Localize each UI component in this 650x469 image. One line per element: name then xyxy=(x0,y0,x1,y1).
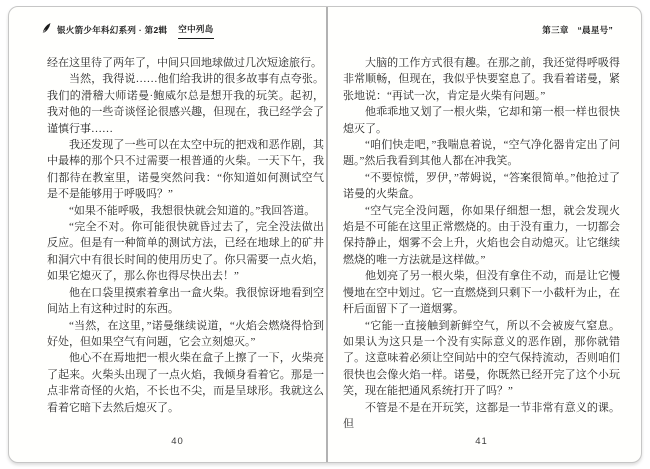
left-page-header xyxy=(41,23,214,38)
right-page-text xyxy=(343,55,620,432)
chapter-title: 第三章 “晨星号” xyxy=(542,25,613,35)
paragraph: 他划亮了另一根火柴，但没有拿住不动，而是让它慢慢地在空中划过。它一直燃烧到只剩下一小截杆为止，在杆后面留下了一道烟雾。 xyxy=(343,270,620,316)
right-page-header xyxy=(542,23,613,38)
paragraph: 我还发现了一些可以在太空中玩的把戏和恶作剧，其中最棒的那个只不过需要一根普通的火柴。一天下午，我们都待在教室里，诺曼突然问我：“你知道如何测试空气是不是能够用于呼吸吗？” xyxy=(47,139,324,201)
paragraph: “当然，在这里，”诺曼继续说道，“火焰会燃烧得恰到好处，但如果空气有问题，它会立刻熄灭。” xyxy=(47,319,324,348)
left-page-number: 40 xyxy=(171,436,184,447)
paragraph: 当然，我得说……他们给我讲的很多故事有点夸张。我们的滑稽大师诺曼·鲍威尔总是想开我的玩笑。起初，我对他的一些奇谈怪论很感兴趣，但现在，我已经学会了谨慎行事…… xyxy=(47,73,324,135)
book-spread xyxy=(8,6,642,463)
paragraph: “它能一直接触到新鲜空气，所以不会被废气窒息。如果认为这只是一个没有实际意义的恶作剧，那你就错了。这意味着必须让空间站中的空气保持流动，否则咱们很快也会像火焰一样。诺曼，你既然已经开完了这个小玩笑，现在能把通风系统打开了吗？” xyxy=(343,319,620,398)
paragraph: 他在口袋里摸索着拿出一盒火柴。我很惊讶地看到空间站上有这种过时的东西。 xyxy=(47,286,324,316)
paragraph: 经在这里待了两年了，中间只回地球做过几次短途旅行。 xyxy=(47,57,322,69)
book-title: 空中列岛 xyxy=(178,22,213,39)
series-title: 银火箭少年科幻系列 · 第2辑 xyxy=(57,25,168,35)
paragraph: “不要惊慌，罗伊，”蒂姆说，“答案很简单。”他抢过了诺曼的火柴盒。 xyxy=(343,171,620,201)
rocket-logo-icon xyxy=(40,21,54,40)
left-page-text xyxy=(47,55,324,416)
paragraph: “完全不对。你可能很快就昏过去了，完全没法做出反应。但是有一种简单的测试方法，已经在地球上的矿井和洞穴中有很长时间的使用历史了。你只需要一点火焰，如果它熄灭了，那么你也得尽快出去！” xyxy=(47,221,324,283)
page-gutter-divider xyxy=(326,7,328,462)
paragraph: “咱们快走吧，”我喘息着说，“空气净化器肯定出了问题。”然后我看到其他人都在冲我笑。 xyxy=(343,139,620,168)
paragraph: “如果不能呼吸，我想很快就会知道的。”我回答道。 xyxy=(69,204,316,217)
paragraph: 他心不在焉地把一根火柴在盒子上擦了一下，火柴亮了起来。火柴头出现了一点火焰，我倾身看着它。那是一点非常奇怪的火焰，不长也不尖，而是呈球形。我就这么看着它暗下去然后熄灭了。 xyxy=(47,352,324,414)
paragraph: “空气完全没问题，你如果仔细想一想，就会发现火焰是不可能在这里正常燃烧的。由于没有重力，一切都会保持静止，烟雾不会上升，火焰也会自动熄灭。让它继续燃烧的唯一方法就是这样做。” xyxy=(343,204,620,266)
paragraph: 大脑的工作方式很有趣。在那之前，我还觉得呼吸得非常顺畅，但现在，我似乎快要窒息了。我看着诺曼，紧张地说：“再试一次，肯定是火柴有问题。” xyxy=(343,57,620,102)
right-page-number: 41 xyxy=(475,436,488,447)
paragraph: 他乖乖地又划了一根火柴，它却和第一根一样也很快熄灭了。 xyxy=(343,106,620,135)
paragraph: 不管是不是在开玩笑，这都是一节非常有意义的课。但 xyxy=(343,401,620,430)
